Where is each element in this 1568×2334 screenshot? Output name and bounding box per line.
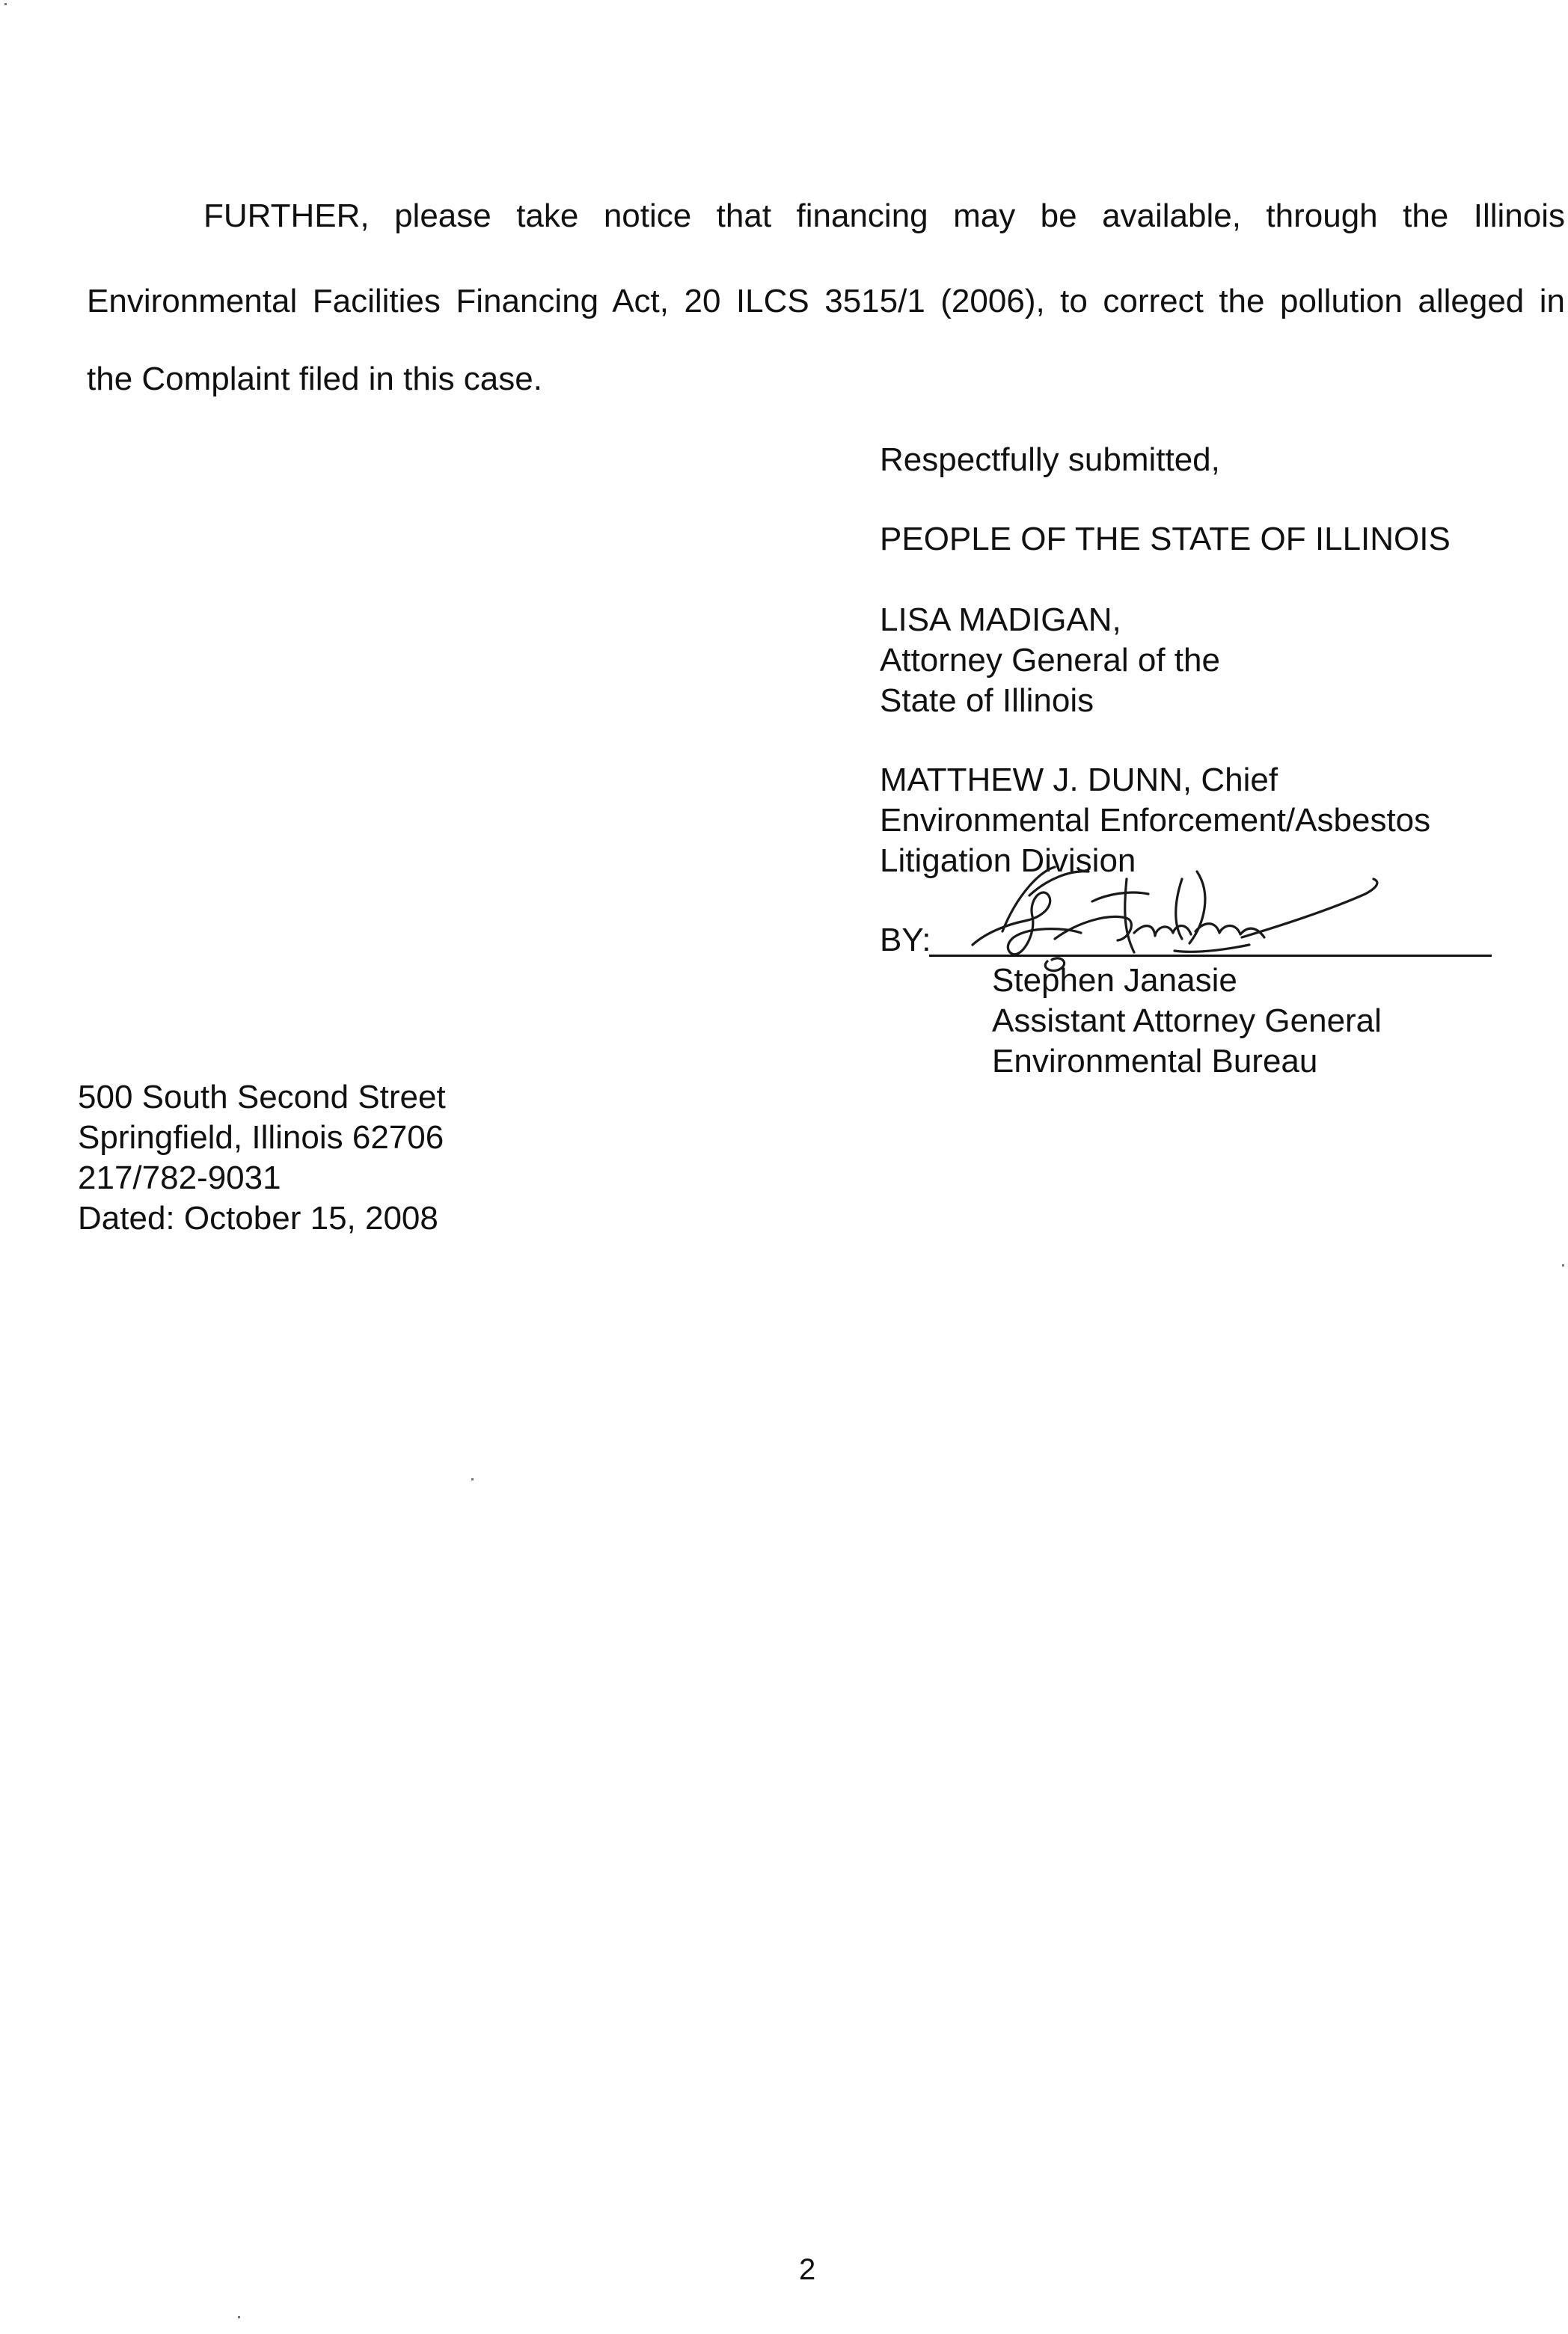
paragraph-line-3: the Complaint filed in this case. <box>87 361 542 397</box>
attorney-general-name: LISA MADIGAN, <box>880 601 1121 638</box>
scan-speck <box>1562 1264 1564 1266</box>
signer-name: Stephen Janasie <box>992 962 1237 999</box>
scan-speck <box>238 2316 240 2318</box>
signer-bureau: Environmental Bureau <box>992 1043 1318 1079</box>
chief-division-line-2: Litigation Division <box>880 842 1136 879</box>
signer-title: Assistant Attorney General <box>992 1002 1382 1039</box>
by-label: BY: <box>880 922 931 958</box>
attorney-general-state: State of Illinois <box>880 682 1094 719</box>
chief-name: MATTHEW J. DUNN, Chief <box>880 762 1278 798</box>
respectfully-submitted: Respectfully submitted, <box>880 441 1220 478</box>
dated-line: Dated: October 15, 2008 <box>78 1200 438 1237</box>
page-number: 2 <box>799 2253 816 2286</box>
party-name: PEOPLE OF THE STATE OF ILLINOIS <box>880 521 1451 557</box>
scan-speck <box>4 3 7 5</box>
scan-speck <box>471 1478 474 1480</box>
chief-division-line-1: Environmental Enforcement/Asbestos <box>880 802 1431 839</box>
paragraph-line-2: Environmental Facilities Financing Act, 20 ILCS 3515/1 (2006), to correct the pollution alleged in <box>87 283 1565 319</box>
paragraph-line-1: FURTHER, please take notice that financing may be available, through the Illinois <box>203 197 1565 234</box>
attorney-general-title: Attorney General of the <box>880 642 1220 679</box>
address-phone: 217/782-9031 <box>78 1160 281 1196</box>
address-city: Springfield, Illinois 62706 <box>78 1119 444 1156</box>
address-street: 500 South Second Street <box>78 1079 446 1115</box>
